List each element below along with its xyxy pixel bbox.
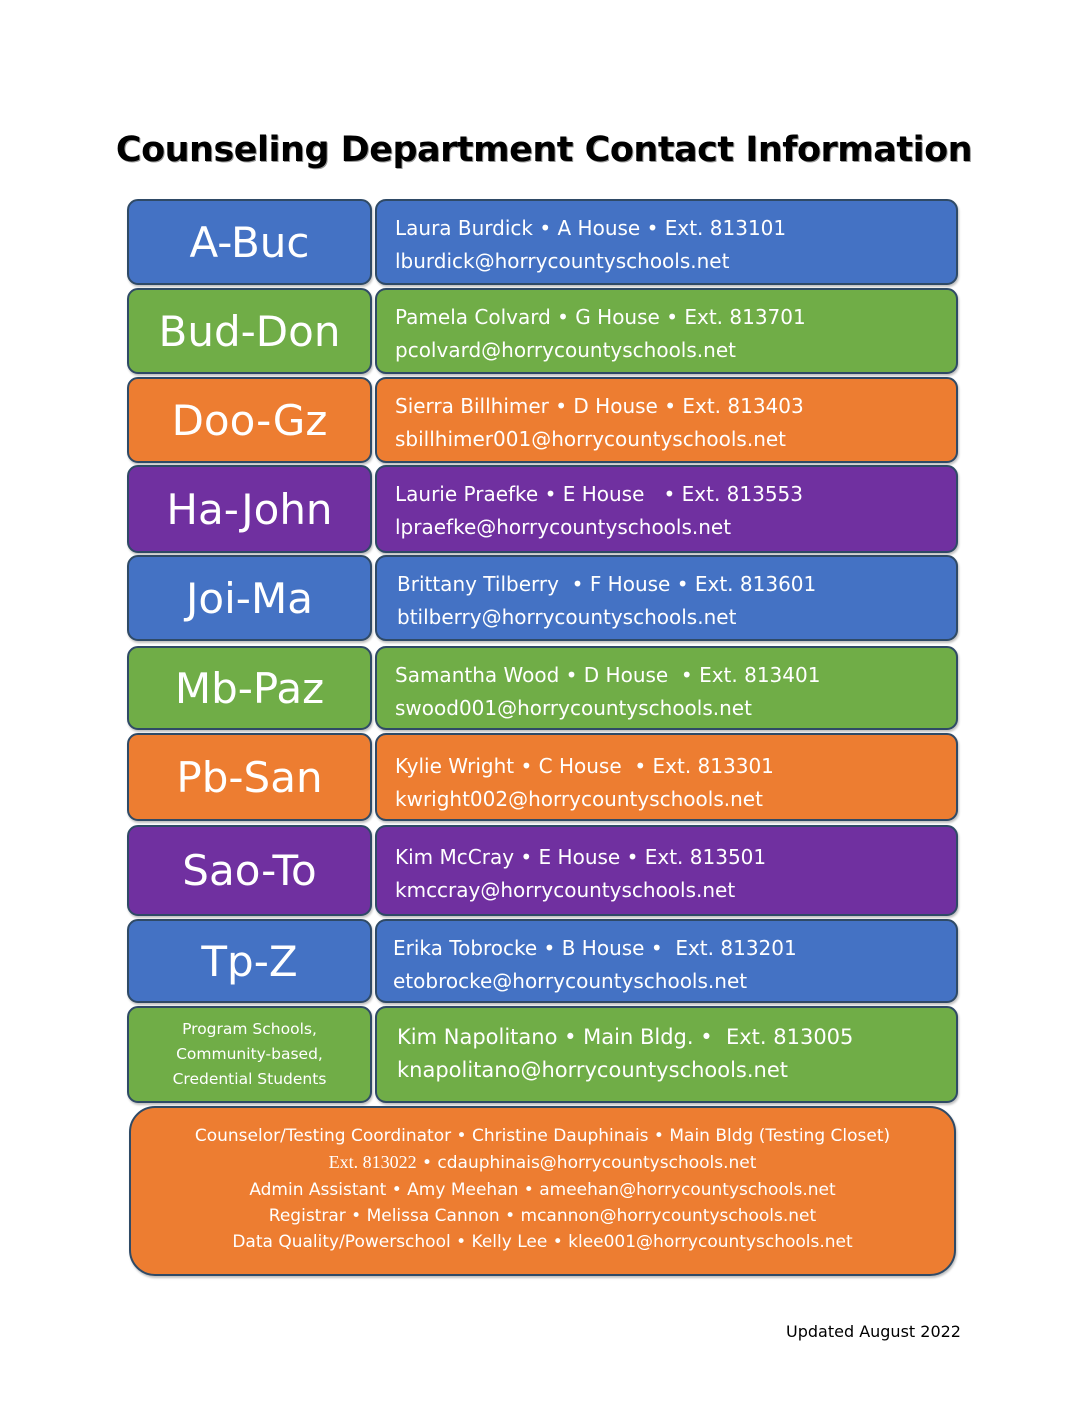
counselor-info xyxy=(375,288,958,374)
counselor-details: Kim McCray • E House • Ext. 813501 xyxy=(395,845,767,869)
counselor-email[interactable]: btilberry@horrycountyschools.net xyxy=(397,605,737,629)
testing-coordinator-contact xyxy=(131,1149,954,1176)
data-quality-line: Data Quality/Powerschool • Kelly Lee • klee001@horrycountyschools.net xyxy=(232,1232,853,1253)
contact-row xyxy=(127,465,958,553)
alpha-range-label: Ha-John xyxy=(127,465,372,553)
counselor-details: Brittany Tilberry • F House • Ext. 813601 xyxy=(397,572,817,596)
contact-row xyxy=(127,919,958,1003)
alpha-range-label: Doo-Gz xyxy=(127,377,372,463)
alpha-range-label: Pb-San xyxy=(127,733,372,821)
testing-coordinator-ext: Ext. 813022 xyxy=(328,1152,417,1173)
counselor-details: Samantha Wood • D House • Ext. 813401 xyxy=(395,663,821,687)
contact-row xyxy=(127,377,958,463)
counselor-info xyxy=(375,465,958,553)
counselor-info xyxy=(375,555,958,641)
counselor-email[interactable]: kwright002@horrycountyschools.net xyxy=(395,787,763,811)
admin-assistant-line: Admin Assistant • Amy Meehan • ameehan@horrycountyschools.net xyxy=(249,1179,836,1200)
counselor-email[interactable]: sbillhimer001@horrycountyschools.net xyxy=(395,427,787,451)
contact-row xyxy=(127,1006,958,1103)
counselor-email[interactable]: lburdick@horrycountyschools.net xyxy=(395,249,730,273)
alpha-range-label: Tp-Z xyxy=(127,919,372,1003)
counselor-info xyxy=(375,199,958,285)
contact-row xyxy=(127,555,958,641)
counselor-details: Pamela Colvard • G House • Ext. 813701 xyxy=(395,305,806,329)
testing-coordinator-line: Counselor/Testing Coordinator • Christine Dauphinais • Main Bldg (Testing Closet) xyxy=(194,1126,891,1146)
alpha-range-label: Bud-Don xyxy=(127,288,372,374)
support-staff-box xyxy=(129,1106,956,1276)
alpha-range-label: Program Schools, Community-based, Credential Students xyxy=(127,1006,372,1103)
contact-row xyxy=(127,825,958,916)
counselor-details: Kylie Wright • C House • Ext. 813301 xyxy=(395,754,774,778)
counselor-details: Kim Napolitano • Main Bldg. • Ext. 813005 xyxy=(397,1025,854,1049)
counselor-info xyxy=(375,733,958,821)
registrar-line: Registrar • Melissa Cannon • mcannon@horrycountyschools.net xyxy=(268,1205,817,1226)
counselor-info xyxy=(375,919,958,1003)
updated-date: Updated August 2022 xyxy=(786,1322,961,1341)
testing-coordinator-email[interactable]: • cdauphinais@horrycountyschools.net xyxy=(416,1153,757,1174)
contact-row xyxy=(127,646,958,730)
alpha-range-label: A-Buc xyxy=(127,199,372,285)
contact-row xyxy=(127,288,958,374)
counselor-email[interactable]: etobrocke@horrycountyschools.net xyxy=(393,969,748,993)
counselor-info xyxy=(375,825,958,916)
counselor-email[interactable]: pcolvard@horrycountyschools.net xyxy=(395,338,736,362)
counselor-email[interactable]: swood001@horrycountyschools.net xyxy=(395,696,752,720)
counselor-details: Sierra Billhimer • D House • Ext. 813403 xyxy=(395,394,804,418)
counselor-details: Laura Burdick • A House • Ext. 813101 xyxy=(395,216,787,240)
counselor-email[interactable]: kmccray@horrycountyschools.net xyxy=(395,878,736,902)
counselor-info xyxy=(375,377,958,463)
alpha-range-label: Sao-To xyxy=(127,825,372,916)
counselor-info xyxy=(375,646,958,730)
counselor-info xyxy=(375,1006,958,1103)
page-title: Counseling Department Contact Information xyxy=(115,130,973,170)
counselor-details: Laurie Praefke • E House • Ext. 813553 xyxy=(395,482,804,506)
counselor-details: Erika Tobrocke • B House • Ext. 813201 xyxy=(393,936,797,960)
contact-row xyxy=(127,199,958,285)
counselor-email[interactable]: knapolitano@horrycountyschools.net xyxy=(397,1058,789,1082)
alpha-range-label: Mb-Paz xyxy=(127,646,372,730)
contact-row xyxy=(127,733,958,821)
alpha-range-label: Joi-Ma xyxy=(127,555,372,641)
counselor-email[interactable]: lpraefke@horrycountyschools.net xyxy=(395,515,732,539)
